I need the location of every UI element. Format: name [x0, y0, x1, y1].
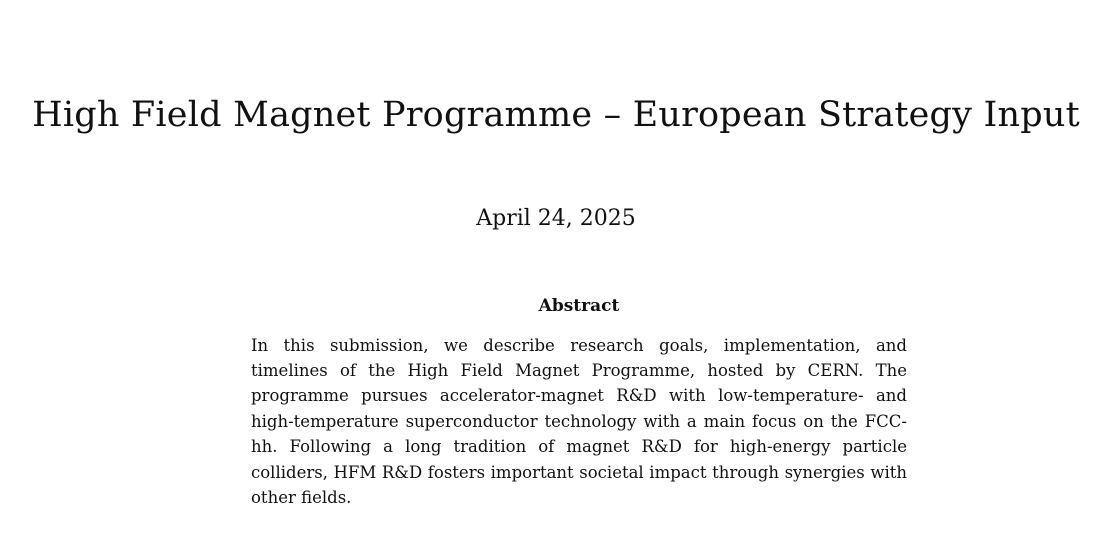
document-date: April 24, 2025	[476, 206, 636, 231]
abstract-section	[251, 296, 907, 527]
page-title: High Field Magnet Programme – European Strategy Input	[32, 95, 1080, 136]
abstract-text: In this submission, we describe research goals, implementation, and timelines of the High Field Magnet Programme, hosted by CERN. The programme pursues accelerator-magnet R&D with low-temperature- and high-temperature superconductor technology with a main focus on the FCC-hh. Following a long tradition of magnet R&D for high-energy particle colliders, HFM R&D fosters important societal impact through synergies with other fields.	[251, 335, 907, 507]
abstract-heading: Abstract	[538, 296, 620, 316]
